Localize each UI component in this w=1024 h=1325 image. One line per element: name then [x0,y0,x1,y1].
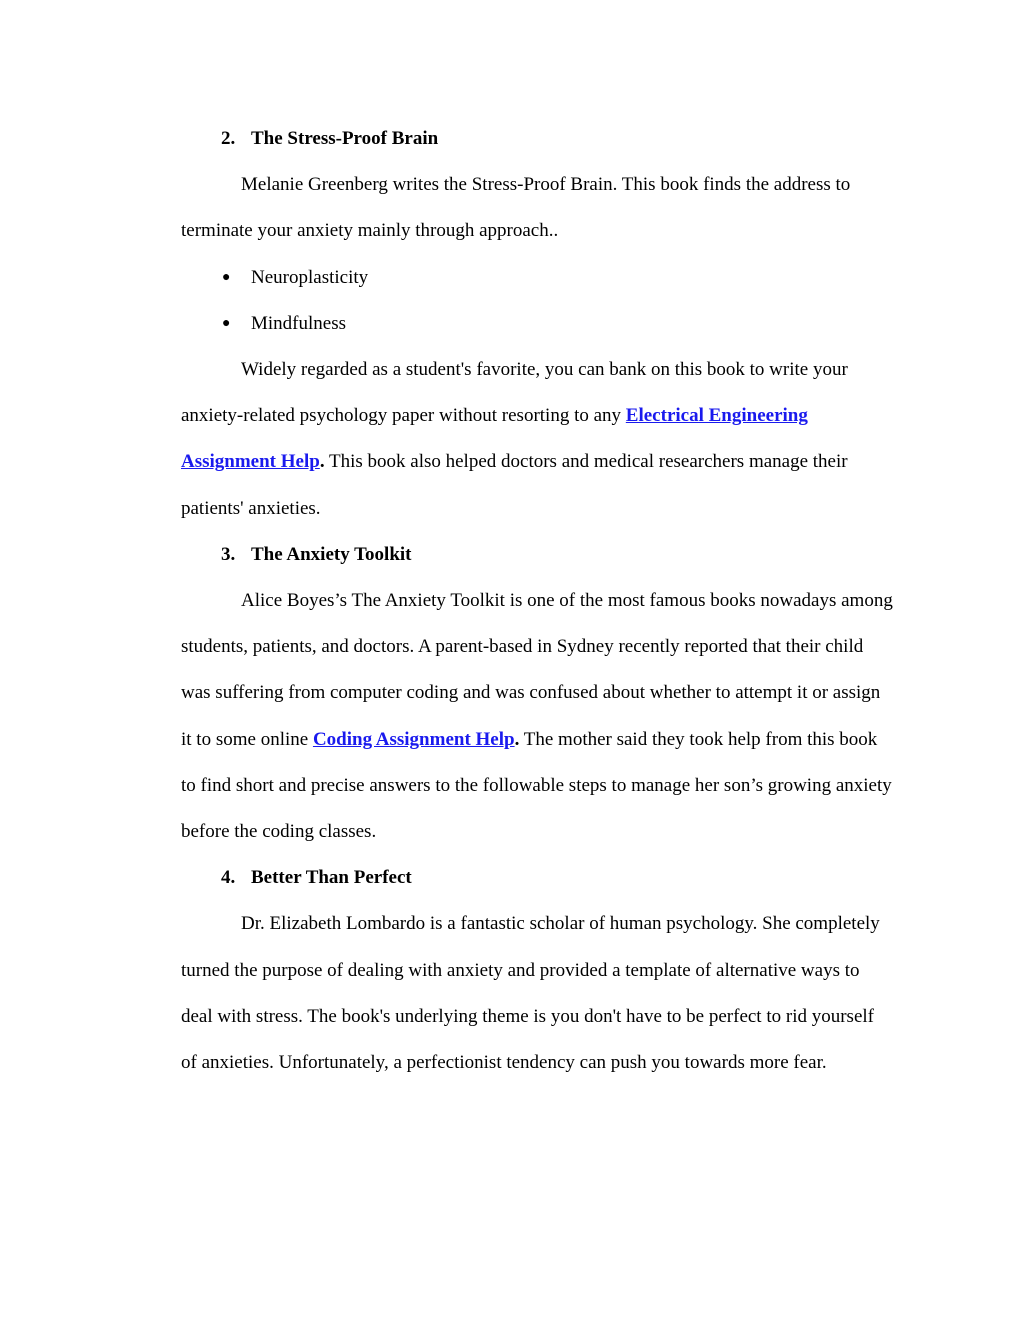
coding-assignment-link[interactable]: Coding Assignment Help [312,728,515,750]
paragraph [181,347,893,532]
list-item [181,255,893,301]
document-body [181,116,893,1086]
paragraph-text: Widely regarded as a student's favorite, you can bank on this book to write your anxiety-related psychology paper without resorting to any [181,359,848,427]
list-item-text: Mindfulness [251,312,346,334]
list-item [181,301,893,347]
paragraph-text: The mother said they took help from this book to find short and precise answers to the followable steps to manage her son’s growing anxiety before the coding classes. [181,728,892,843]
section-heading-3 [181,532,893,578]
list-item-text: Neuroplasticity [251,266,369,288]
section-number: 4. [221,867,236,889]
section-number: 3. [221,543,236,565]
section-heading-4 [181,855,893,901]
electrical-engineering-link[interactable]: Electrical Engineering Assignment Help [181,405,808,473]
paragraph-text: This book also helped doctors and medical researchers manage their patients' anxieties. [181,451,848,519]
paragraph-period: . [319,451,325,473]
paragraph-text: Alice Boyes’s The Anxiety Toolkit is one of the most famous books nowadays among students, patients, and doctors. A parent-based in Sydney recently reported that their child was suffering from computer coding and was confused about whether to attempt it or assign it to some online [181,590,893,750]
paragraph: Dr. Elizabeth Lombardo is a fantastic scholar of human psychology. She completely turned the purpose of dealing with anxiety and provided a template of alternative ways to deal with stress. The book's underlying theme is you don't have to be perfect to rid yourself of anxieties. Unfortunately, a perfectionist tendency can push you towards more fear. [181,913,880,1074]
paragraph-period: . [514,728,520,750]
section-title: The Stress-Proof Brain [251,128,439,149]
section-title: Better Than Perfect [251,867,412,889]
bullet-icon: ● [222,269,231,285]
section-number: 2. [221,128,236,149]
paragraph: Melanie Greenberg writes the Stress-Proof Brain. This book finds the address to terminate your anxiety mainly through approach.. [181,174,851,242]
section-heading-2 [181,116,893,162]
bullet-icon: ● [222,315,231,331]
section-title: The Anxiety Toolkit [251,543,412,565]
paragraph [181,578,893,855]
